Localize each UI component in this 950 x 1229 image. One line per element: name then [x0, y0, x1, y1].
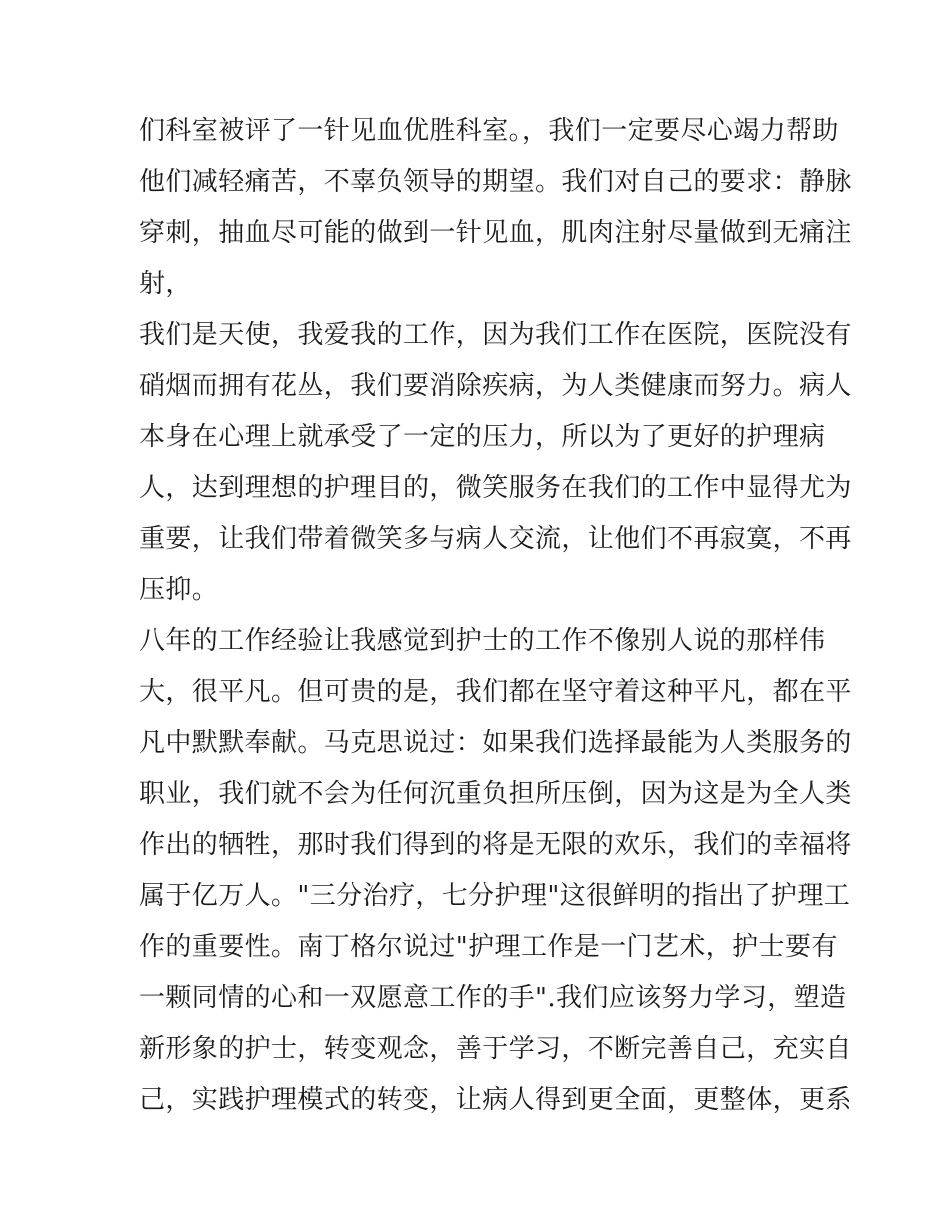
text-line: 己，实践护理模式的转变，让病人得到更全面，更整体，更系 [139, 1085, 852, 1115]
document-body [139, 106, 852, 1126]
text-line: 属于亿万人。"三分治疗，七分护理"这很鲜明的指出了护理工 [139, 881, 851, 911]
text-line: 作出的牺牲，那时我们得到的将是无限的欢乐，我们的幸福将 [139, 830, 852, 860]
text-line: 本身在心理上就承受了一定的压力，所以为了更好的护理病 [139, 422, 826, 452]
text-line: 新形象的护士，转变观念，善于学习，不断完善自己，充实自 [139, 1034, 852, 1064]
text-line: 他们减轻痛苦，不辜负领导的期望。我们对自己的要求：静脉 [139, 167, 852, 197]
text-line: 压抑。 [139, 575, 219, 605]
text-line: 重要，让我们带着微笑多与病人交流，让他们不再寂寞，不再 [139, 524, 852, 554]
text-line: 大，很平凡。但可贵的是，我们都在坚守着这种平凡，都在平 [139, 677, 852, 707]
text-line: 我们是天使，我爱我的工作，因为我们工作在医院，医院没有 [139, 320, 852, 350]
text-line: 人，达到理想的护理目的，微笑服务在我们的工作中显得尤为 [139, 473, 852, 503]
text-line: 凡中默默奉献。马克思说过：如果我们选择最能为人类服务的 [139, 728, 852, 758]
text-line: 一颗同情的心和一双愿意工作的手".我们应该努力学习，塑造 [139, 983, 847, 1013]
text-line: 硝烟而拥有花丛，我们要消除疾病，为人类健康而努力。病人 [139, 371, 852, 401]
text-line: 八年的工作经验让我感觉到护士的工作不像别人说的那样伟 [139, 626, 826, 656]
text-line: 们科室被评了一针见血优胜科室。，我们一定要尽心竭力帮助 [139, 116, 839, 146]
text-line: 作的重要性。南丁格尔说过"护理工作是一门艺术，护士要有 [139, 932, 838, 962]
text-line: 射， [139, 269, 192, 299]
text-line: 穿刺，抽血尽可能的做到一针见血，肌肉注射尽量做到无痛注 [139, 218, 852, 248]
text-line: 职业，我们就不会为任何沉重负担所压倒，因为这是为全人类 [139, 779, 852, 809]
